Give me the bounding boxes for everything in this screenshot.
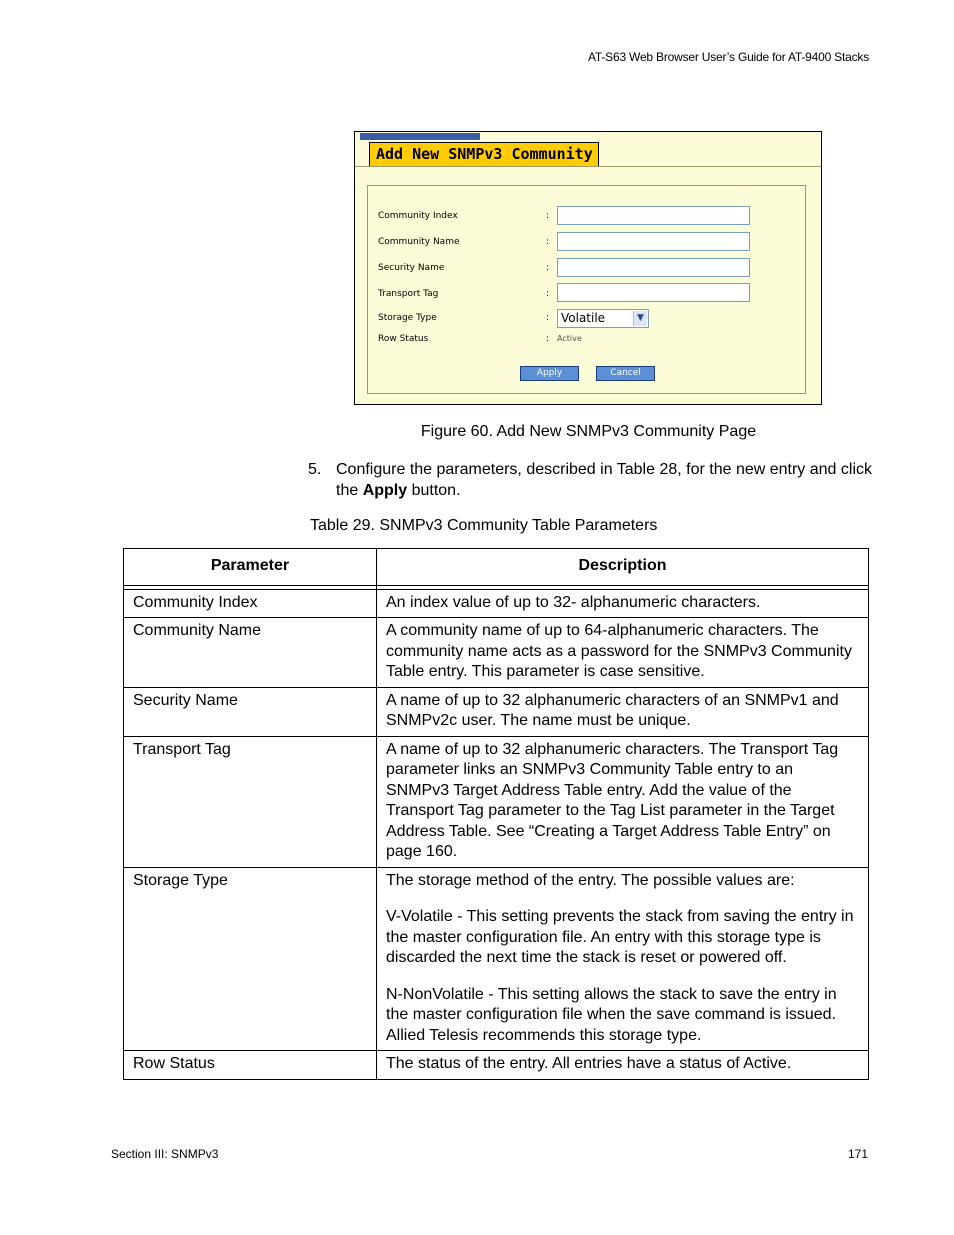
figure-page-title: Add New SNMPv3 Community xyxy=(369,142,599,167)
param-cell: Security Name xyxy=(124,687,377,736)
desc-cell: The status of the entry. All entries have a status of Active. xyxy=(377,1051,869,1080)
column-header: Parameter xyxy=(124,549,377,586)
table-row xyxy=(124,867,869,1051)
cancel-button[interactable]: Cancel xyxy=(596,366,655,381)
table-row xyxy=(124,618,869,688)
community-name-input[interactable] xyxy=(557,232,750,251)
desc-cell: A name of up to 32 alphanumeric characters of an SNMPv1 and SNMPv2c user. The name must be unique. xyxy=(377,687,869,736)
row-status-value: Active xyxy=(557,334,582,343)
table-row xyxy=(124,589,869,618)
param-cell: Community Index xyxy=(124,589,377,618)
param-cell: Transport Tag xyxy=(124,736,377,867)
figure-caption: Figure 60. Add New SNMPv3 Community Page xyxy=(420,423,757,440)
procedure-step xyxy=(308,459,874,501)
colon: : xyxy=(546,237,550,247)
footer-section: Section III: SNMPv3 xyxy=(111,1147,219,1161)
chevron-down-icon[interactable]: ▼ xyxy=(633,311,647,326)
desc-cell: A name of up to 32 alphanumeric characters. The Transport Tag parameter links an SNMPv3 Community Table entry to an SNMPv3 Target Address Table entry. Add the value of the Transport Tag parameter to the Tag List parameter in the Target Address Table. See “Creating a Target Address Table Entry” on page 160. xyxy=(377,736,869,867)
table-header-row xyxy=(124,549,869,586)
colon: : xyxy=(546,313,550,323)
running-header: AT-S63 Web Browser User’s Guide for AT-9400 Stacks xyxy=(587,50,869,64)
parameters-table xyxy=(123,548,869,1080)
community-index-input[interactable] xyxy=(557,206,750,225)
desc-cell: The storage method of the entry. The possible values are: V-Volatile - This setting prevents the stack from saving the entry in the master configuration file. An entry with this storage type is discarded the next time the stack is reset or powered off. N-NonVolatile - This setting allows the stack to save the entry in the master configuration file when the save command is issued. Allied Telesis recommends this storage type. xyxy=(377,867,869,1051)
tab-strip xyxy=(360,133,480,140)
security-name-label: Security Name xyxy=(378,263,445,273)
community-index-label: Community Index xyxy=(378,211,458,221)
step-number: 5. xyxy=(308,461,322,478)
param-cell: Row Status xyxy=(124,1051,377,1080)
desc-cell: An index value of up to 32- alphanumeric characters. xyxy=(377,589,869,618)
step-text: Configure the parameters, described in Table 28, for the new entry and click the Apply button. xyxy=(336,461,872,499)
colon: : xyxy=(546,289,550,299)
param-cell: Community Name xyxy=(124,618,377,688)
table-row xyxy=(124,736,869,867)
table-row xyxy=(124,1051,869,1080)
colon: : xyxy=(546,263,550,273)
colon: : xyxy=(546,211,550,221)
colon: : xyxy=(546,334,550,344)
table-title: Table 29. SNMPv3 Community Table Parameters xyxy=(310,517,658,534)
table-row xyxy=(124,687,869,736)
title-divider xyxy=(355,166,821,167)
page-number: 171 xyxy=(847,1147,868,1161)
transport-tag-input[interactable] xyxy=(557,283,750,302)
security-name-input[interactable] xyxy=(557,258,750,277)
desc-cell: A community name of up to 64-alphanumeric characters. The community name acts as a password for the SNMPv3 Community Table entry. This parameter is case sensitive. xyxy=(377,618,869,688)
form-panel xyxy=(367,185,806,394)
row-status-label: Row Status xyxy=(378,334,429,344)
community-name-label: Community Name xyxy=(378,237,460,247)
apply-button[interactable]: Apply xyxy=(520,366,579,381)
apply-emphasis: Apply xyxy=(362,482,408,499)
transport-tag-label: Transport Tag xyxy=(378,289,439,299)
figure-add-snmpv3-community xyxy=(354,131,822,405)
storage-type-select[interactable] xyxy=(557,309,649,328)
column-header: Description xyxy=(377,549,869,586)
storage-type-value: Volatile xyxy=(561,311,606,325)
storage-type-label: Storage Type xyxy=(378,313,437,323)
param-cell: Storage Type xyxy=(124,867,377,1051)
